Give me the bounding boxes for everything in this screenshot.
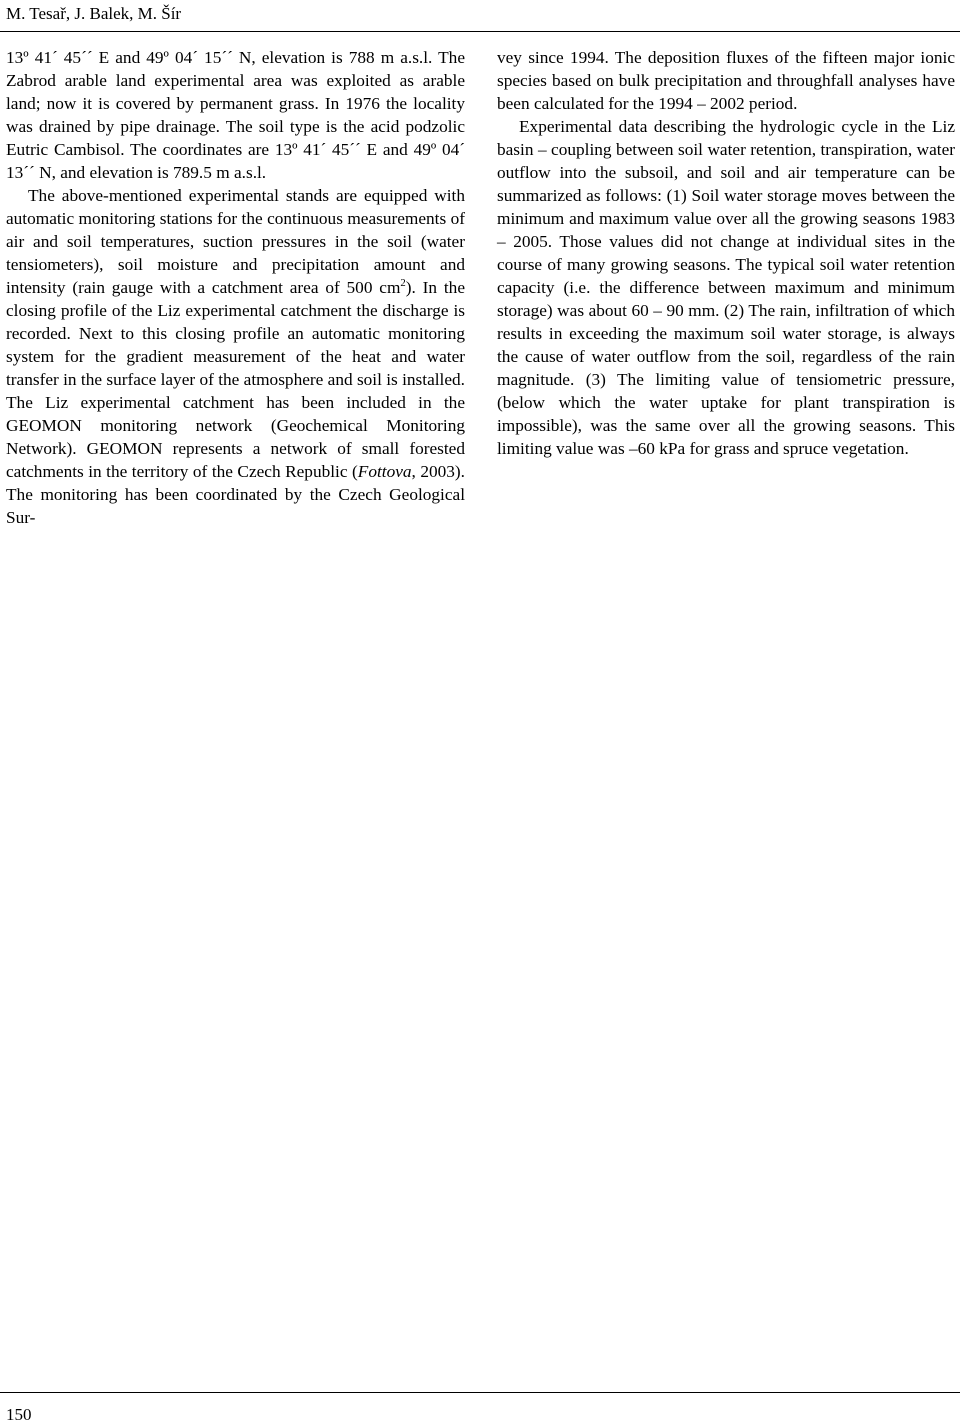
right-paragraph-1: vey since 1994. The deposition fluxes of the fifteen major ionic species based on bulk precipitation and throughfall analyses have been calculated for the 1994 – 2002 period.	[497, 48, 955, 113]
superscript-2: 2	[400, 277, 406, 290]
header-rule	[0, 31, 960, 32]
running-head: M. Tesař, J. Balek, M. Šír	[6, 4, 182, 23]
page-number: 150	[6, 1405, 32, 1424]
footer-rule	[0, 1392, 960, 1393]
citation-author: Fottova	[357, 462, 412, 481]
right-paragraph-2: Experimental data describing the hydrologic cycle in the Liz basin – coupling between soil water retention, transpiration, water outflow into the subsoil, and soil and air temperature can be summarized as follows: (1) Soil water storage moves between the minimum and maximum value over all the growing seasons 1983 – 2005. Those values did not change at individual sites in the course of many growing seasons. The typical soil water retention capacity (i.e. the difference between maximum and minimum storage) was about 60 – 90 mm. (2) The rain, infiltration of which results in exceeding the maximum soil water storage, is always the cause of water outflow from the soil, regardless of the rain magnitude. (3) The limiting value of tensiometric pressure, (below which the water uptake for plant transpiration is impossible), was the same over all the growing seasons. This limiting value was –60 kPa for grass and spruce vegetation.	[497, 117, 955, 458]
left-paragraph-2-part-b: ). In the closing profile of the Liz experimental catchment the discharge is recorded. Next to this closing profile an automatic monitoring system for the gradient measurement of the heat and water transfer in the surface layer of the atmosphere and soil is installed. The Liz experimental catchment has been included in the GEOMON monitoring network (Geochemical Monitoring Network). GEOMON represents a network of small forested catchments in the territory of the Czech Republic (	[6, 278, 465, 481]
left-paragraph-2	[6, 184, 465, 529]
left-paragraph-2-part-c: , 2003). The monitoring has been coordinated by the Czech Geological Sur-	[6, 462, 465, 527]
left-paragraph-1: 13º 41´ 45´´ E and 49º 04´ 15´´ N, elevation is 788 m a.s.l. The Zabrod arable land experimental area was exploited as arable land; now it is covered by permanent grass. In 1976 the locality was drained by pipe drainage. The soil type is the acid podzolic Eutric Cambisol. The coordinates are 13º 41´ 45´´ E and 49º 04´ 13´´ N, and elevation is 789.5 m a.s.l.	[6, 48, 465, 182]
left-column	[6, 46, 465, 529]
left-paragraph-2-part-a: The above-mentioned experimental stands are equipped with automatic monitoring stations for the continuous measurements of air and soil temperatures, suction pressures in the soil (water tensiometers), soil moisture and precipitation amount and intensity (rain gauge with a catchment area of 500 cm	[6, 186, 465, 297]
right-column	[497, 46, 955, 460]
